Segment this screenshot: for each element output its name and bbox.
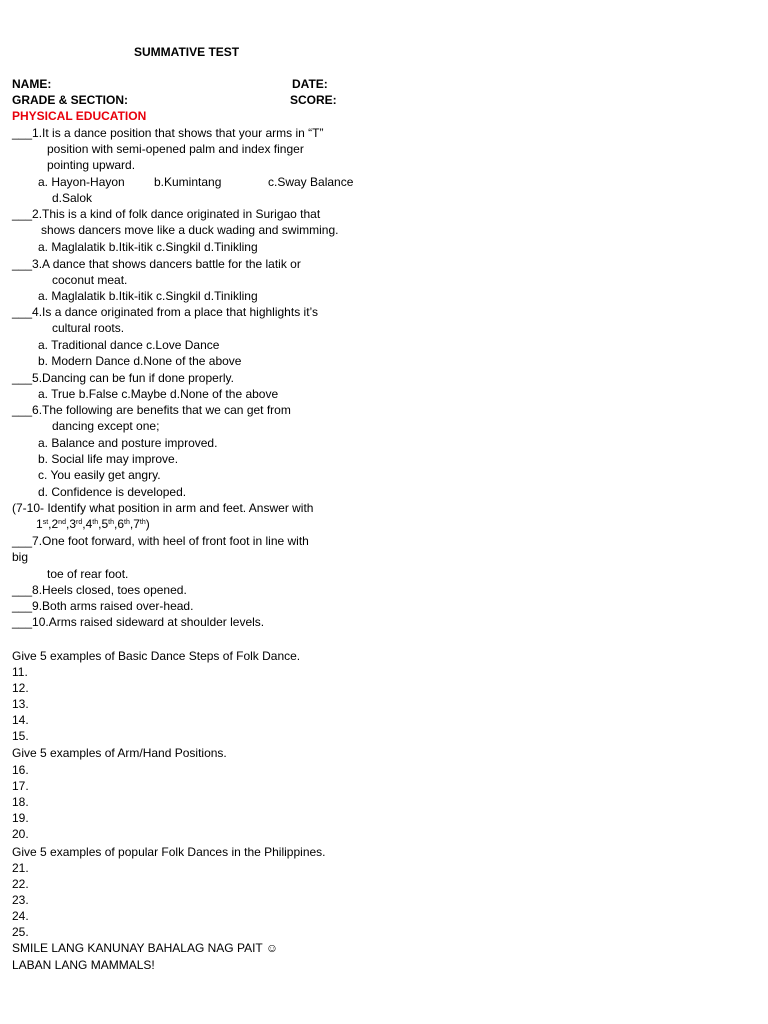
q10-line: ___10.Arms raised sideward at shoulder levels. (12, 615, 265, 629)
q6-line1: ___6.The following are benefits that we can get from (12, 403, 291, 417)
answer-item: 16. (12, 763, 29, 777)
answer-item: 25. (12, 925, 29, 939)
section1-prompt: Give 5 examples of Basic Dance Steps of Folk Dance. (12, 649, 301, 663)
q4-choice-b: b. Modern Dance d.None of the above (38, 354, 242, 368)
test-title: SUMMATIVE TEST (134, 45, 240, 59)
answer-item: 22. (12, 877, 29, 891)
q1-line3: pointing upward. (47, 158, 136, 172)
answer-item: 18. (12, 795, 29, 809)
answer-item: 12. (12, 681, 29, 695)
answer-item: 19. (12, 811, 29, 825)
q1-choice-a: a. Hayon-Hayon (38, 175, 125, 189)
q2-line2: shows dancers move like a duck wading and swimming. (41, 223, 339, 237)
q8-line: ___8.Heels closed, toes opened. (12, 583, 187, 597)
q2-line1: ___2.This is a kind of folk dance originated in Surigao that (12, 207, 321, 221)
answer-item: 15. (12, 729, 29, 743)
identify-instructions: (7-10- Identify what position in arm and feet. Answer with (12, 501, 314, 515)
q6-choice-c: c. You easily get angry. (38, 468, 161, 482)
answer-item: 13. (12, 697, 29, 711)
answer-item: 17. (12, 779, 29, 793)
q7-line1: ___7.One foot forward, with heel of front foot in line with (12, 534, 309, 548)
answer-item: 14. (12, 713, 29, 727)
date-label: DATE: (292, 77, 328, 91)
q1-choice-b: b.Kumintang (154, 175, 222, 189)
section2-prompt: Give 5 examples of Arm/Hand Positions. (12, 746, 227, 760)
answer-item: 23. (12, 893, 29, 907)
section3-prompt: Give 5 examples of popular Folk Dances in the Philippines. (12, 845, 326, 859)
q4-line2: cultural roots. (52, 321, 125, 335)
q9-line: ___9.Both arms raised over-head. (12, 599, 194, 613)
footer-line1: SMILE LANG KANUNAY BAHALAG NAG PAIT ☺ (12, 941, 279, 955)
subject-heading: PHYSICAL EDUCATION (12, 109, 147, 123)
answer-item: 24. (12, 909, 29, 923)
q4-line1: ___4.Is a dance originated from a place that highlights it’s (12, 305, 318, 319)
q1-line2: position with semi-opened palm and index finger (47, 142, 304, 156)
q4-choice-a: a. Traditional dance c.Love Dance (38, 338, 220, 352)
q5-line1: ___5.Dancing can be fun if done properly. (12, 371, 234, 385)
score-label: SCORE: (290, 93, 337, 107)
answer-item: 11. (12, 665, 28, 679)
q6-choice-a: a. Balance and posture improved. (38, 436, 218, 450)
q3-choices: a. Maglalatik b.Itik-itik c.Singkil d.Tinikling (38, 289, 258, 303)
q3-line2: coconut meat. (52, 273, 128, 287)
q6-choice-b: b. Social life may improve. (38, 452, 179, 466)
q7-line3: toe of rear foot. (47, 567, 129, 581)
footer-line2: LABAN LANG MAMMALS! (12, 958, 155, 972)
identify-ordinals: 1st,2nd,3rd,4th,5th,6th,7th) (36, 517, 150, 531)
q2-choices: a. Maglalatik b.Itik-itik c.Singkil d.Tinikling (38, 240, 258, 254)
q3-line1: ___3.A dance that shows dancers battle for the latik or (12, 257, 301, 271)
answer-item: 21. (12, 861, 29, 875)
q7-line2: big (12, 550, 29, 564)
name-label: NAME: (12, 77, 52, 91)
q1-line1: ___1.It is a dance position that shows that your arms in “T” (12, 126, 324, 140)
q6-line2: dancing except one; (52, 419, 160, 433)
grade-section-label: GRADE & SECTION: (12, 93, 129, 107)
q5-choices: a. True b.False c.Maybe d.None of the above (38, 387, 279, 401)
q1-choice-d: d.Salok (52, 191, 93, 205)
answer-item: 20. (12, 827, 29, 841)
q6-choice-d: d. Confidence is developed. (38, 485, 187, 499)
q1-choice-c: c.Sway Balance (268, 175, 354, 189)
